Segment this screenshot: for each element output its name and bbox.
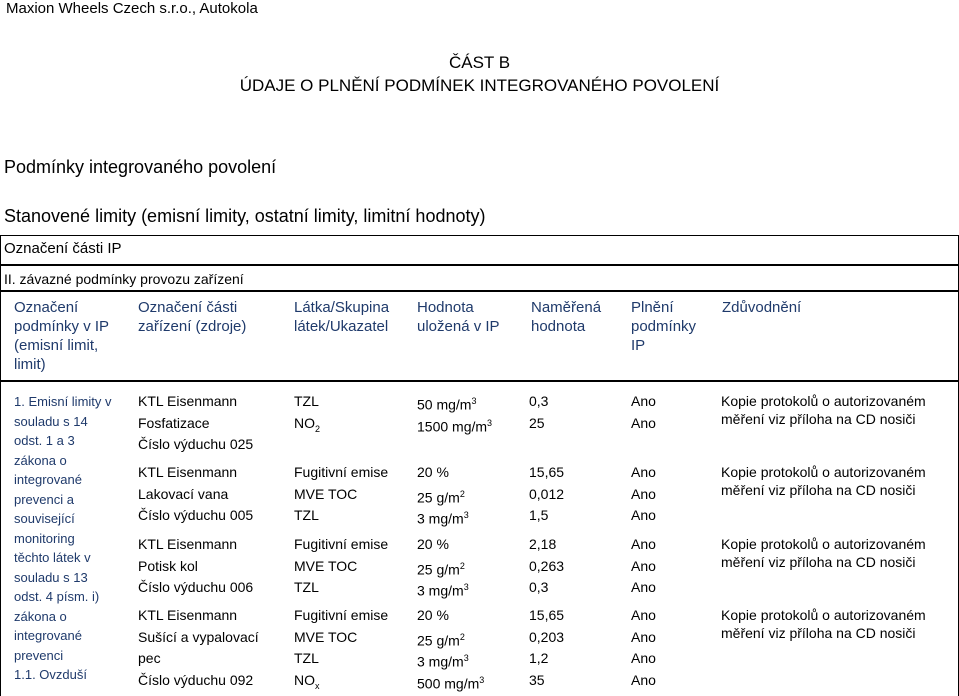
- source-line: Sušící a vypalovací: [138, 628, 259, 645]
- part-title: ČÁST B: [448, 53, 511, 72]
- condition-text: [14, 392, 119, 685]
- condition-line: těchto látek v: [14, 550, 91, 565]
- limit-value: 25 $g/m^2$: [417, 488, 465, 506]
- column-header-4: Hodnota: [417, 299, 474, 316]
- substance: $NO_2$: [294, 414, 321, 434]
- document-title: ÚDAJE O PLNĚNÍ PODMÍNEK INTEGROVANÉHO POVOLENÍ: [239, 76, 720, 95]
- column-header-2: Označení části: [138, 299, 238, 316]
- justification-line: Kopie protokolů o autorizovaném: [721, 536, 926, 552]
- measured-value: 0,203: [529, 628, 565, 645]
- measured-value: 15,65: [529, 464, 565, 480]
- condition-line: odst. 4 písm. i): [14, 589, 100, 604]
- source-line: KTL Eisenmann: [138, 464, 238, 480]
- source-line: KTL Eisenmann: [138, 393, 238, 409]
- source-line: Číslo výduchu 025: [138, 436, 254, 452]
- limit-value: 3 $mg/m^3$: [417, 510, 469, 527]
- measured-value: 25: [529, 414, 545, 431]
- compliance: Ano: [631, 485, 656, 502]
- substance: Fugitivní emise: [294, 464, 389, 480]
- column-header-6: Plnění: [631, 299, 674, 316]
- column-header-2: zařízení (zdroje): [138, 318, 247, 335]
- compliance: Ano: [631, 628, 656, 645]
- compliance: Ano: [631, 579, 656, 595]
- condition-line: prevenci: [14, 647, 64, 663]
- part-label: Označení části IP: [4, 240, 122, 257]
- column-header-1: Označení: [14, 299, 79, 316]
- condition-line: 1.1. Ovzduší: [14, 667, 87, 682]
- condition-line: prevenci a: [14, 491, 74, 507]
- limit-value: 3 $mg/m^3$: [417, 653, 469, 670]
- substance: MVE TOC: [294, 557, 358, 574]
- column-header-1: limit): [14, 356, 46, 373]
- column-header-7: Zdůvodnění: [722, 299, 802, 316]
- condition-line: integrované: [14, 628, 82, 643]
- substance: Fugitivní emise: [294, 607, 389, 623]
- substance: TZL: [294, 579, 319, 595]
- limit-value: 20 %: [417, 536, 449, 552]
- measured-value: 1,2: [529, 650, 549, 666]
- justification-line: měření viz příloha na CD nosiči: [721, 554, 916, 570]
- column-header-4: uložená v IP: [417, 318, 500, 335]
- source-line: Potisk kol: [138, 557, 198, 574]
- condition-line: souladu s 14: [14, 413, 88, 429]
- substance: Fugitivní emise: [294, 536, 389, 552]
- condition-line: zákona o: [14, 608, 67, 624]
- group-label: II. závazné podmínky provozu zařízení: [4, 271, 244, 287]
- justification-line: Kopie protokolů o autorizovaném: [721, 607, 926, 623]
- compliance: Ano: [631, 393, 656, 409]
- justification-line: Kopie protokolů o autorizovaném: [721, 464, 926, 480]
- limit-value: 500 $mg/m^3$: [417, 674, 485, 692]
- column-header-1: (emisní limit,: [14, 337, 99, 354]
- column-header-1: podmínky v IP: [14, 318, 110, 335]
- substance: TZL: [294, 650, 319, 666]
- column-header-3: Látka/Skupina: [294, 299, 390, 316]
- column-header-5: Naměřená: [531, 299, 602, 316]
- compliance: Ano: [631, 414, 656, 431]
- limit-value: 25 $g/m^2$: [417, 560, 465, 578]
- condition-line: zákona o: [14, 452, 67, 468]
- column-header-6: podmínky: [631, 318, 697, 335]
- part-label-box: [0, 235, 959, 265]
- limits-title: Stanovené limity (emisní limity, ostatní limity, limitní hodnoty): [4, 206, 486, 226]
- source-line: Lakovací vana: [138, 485, 229, 502]
- limit-value: 3 $mg/m^3$: [417, 582, 469, 599]
- column-header-3: látek/Ukazatel: [294, 318, 389, 335]
- measured-value: 15,65: [529, 607, 565, 623]
- substance: TZL: [294, 507, 319, 523]
- measured-value: 0,012: [529, 485, 565, 502]
- compliance: Ano: [631, 650, 656, 666]
- source-line: Fosfatizace: [138, 414, 210, 431]
- measured-value: 1,5: [529, 507, 549, 523]
- justification-line: měření viz příloha na CD nosiči: [721, 411, 916, 427]
- source-line: Číslo výduchu 006: [138, 579, 254, 595]
- limit-value: 50 $mg/m^3$: [417, 396, 477, 413]
- source-line: KTL Eisenmann: [138, 607, 238, 623]
- condition-line: souladu s 13: [14, 569, 88, 585]
- justification-line: Kopie protokolů o autorizovaném: [721, 393, 926, 409]
- substance: TZL: [294, 393, 319, 409]
- justification-line: měření viz příloha na CD nosiči: [721, 482, 916, 498]
- source-line: pec: [138, 650, 161, 666]
- compliance: Ano: [631, 464, 656, 480]
- substance: MVE TOC: [294, 485, 358, 502]
- section-title: Podmínky integrovaného povolení: [4, 157, 277, 177]
- limit-value: 25 $g/m^2$: [417, 631, 465, 649]
- justification-line: měření viz příloha na CD nosiči: [721, 625, 916, 641]
- source-line: Číslo výduchu 005: [138, 507, 254, 523]
- measured-value: 0,3: [529, 579, 549, 595]
- compliance: Ano: [631, 536, 656, 552]
- column-header-5: hodnota: [531, 318, 586, 335]
- substance: $NO_x$: [294, 671, 320, 691]
- compliance: Ano: [631, 607, 656, 623]
- measured-value: 0,3: [529, 393, 549, 409]
- condition-line: monitoring: [14, 530, 75, 546]
- limit-value: 1500 $mg/m^3$: [417, 417, 493, 435]
- substance: MVE TOC: [294, 628, 358, 645]
- measured-value: 0,263: [529, 557, 565, 574]
- column-header-6: IP: [631, 337, 646, 354]
- source-line: Číslo výduchu 092: [138, 671, 254, 688]
- condition-line: integrované: [14, 472, 82, 487]
- condition-line: odst. 1 a 3: [14, 433, 75, 448]
- limit-value: 20 %: [417, 464, 449, 480]
- measured-value: 2,18: [529, 536, 557, 552]
- measured-value: 35: [529, 671, 545, 688]
- compliance: Ano: [631, 507, 656, 523]
- limit-value: 20 %: [417, 607, 449, 623]
- condition-line: související: [14, 511, 75, 526]
- document-header: Maxion Wheels Czech s.r.o., Autokola: [6, 0, 258, 17]
- compliance: Ano: [631, 557, 656, 574]
- compliance: Ano: [631, 671, 656, 688]
- source-line: KTL Eisenmann: [138, 536, 238, 552]
- condition-line: 1. Emisní limity v: [14, 394, 112, 409]
